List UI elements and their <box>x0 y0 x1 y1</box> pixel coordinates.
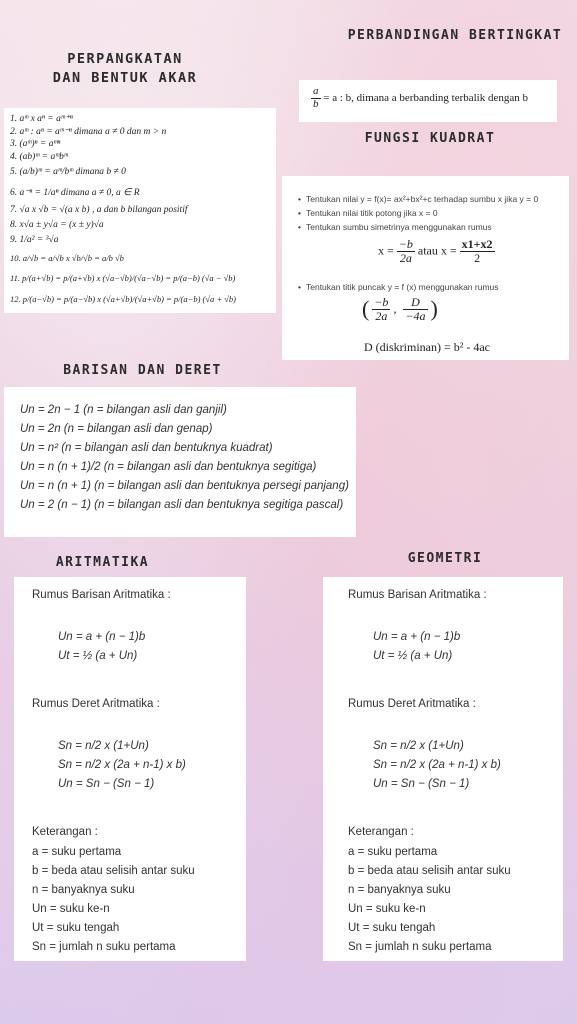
aritmatika-ket-1: a = suku pertama <box>32 846 122 858</box>
sumbu-simetri-formula <box>378 238 495 264</box>
aritmatika-ut: Ut = ½ (a + Un) <box>58 650 138 662</box>
aritmatika-ket-5: Ut = suku tengah <box>32 922 120 934</box>
aritmatika-sn1: Sn = n/2 x (1+Un) <box>58 740 149 752</box>
perbandingan-panel <box>299 80 557 122</box>
titik-puncak-formula <box>362 296 438 322</box>
fungsi-bullet-puncak: • Tentukan titik puncak y = f (x) menggunakan rumus <box>298 282 499 292</box>
geometri-ket-6: Sn = jumlah n suku pertama <box>348 941 492 953</box>
aritmatika-ket-2: b = beda atau selisih antar suku <box>32 865 195 877</box>
perbandingan-fraction <box>311 86 321 110</box>
puncak-frac-1-den: 2a <box>375 308 388 323</box>
fungsi-kuadrat-panel <box>282 176 569 360</box>
heading-perbandingan-bertingkat: PERBANDINGAN BERTINGKAT <box>347 28 563 43</box>
puncak-close-paren: ) <box>430 296 438 322</box>
perbandingan-numerator: a <box>313 85 319 97</box>
aritmatika-un: Un = a + (n − 1)b <box>58 631 146 643</box>
geometri-un2: Un = Sn − (Sn − 1) <box>373 778 470 790</box>
sumbu-frac-1-den: 2a <box>399 250 412 265</box>
geometri-rumus-deret: Rumus Deret Aritmatika : <box>348 698 476 710</box>
aritmatika-rumus-deret: Rumus Deret Aritmatika : <box>32 698 160 710</box>
diskriminan-formula: D (diskriminan) = b² - 4ac <box>364 340 490 354</box>
perpangkatan-rule: 2. aᵐ : aⁿ = aᵐ⁻ⁿ dimana a ≠ 0 dan m > n <box>10 127 167 137</box>
aritmatika-ket-4: Un = suku ke-n <box>32 903 110 915</box>
perpangkatan-panel <box>4 108 276 313</box>
puncak-frac-2-num: D <box>403 296 427 310</box>
perbandingan-denominator: b <box>313 97 319 110</box>
puncak-frac-2 <box>403 296 427 322</box>
geometri-sn2: Sn = n/2 x (2a + n-1) x b) <box>373 759 501 771</box>
fungsi-bullet-1: • Tentukan nilai y = f(x)= ax²+bx²+c terhadap sumbu x jika y = 0 <box>298 194 538 204</box>
perpangkatan-rule: 5. (a/b)ᵐ = aᵐ/bᵐ dimana b ≠ 0 <box>10 167 126 177</box>
barisan-row-4: Un = n (n + 1)/2 (n = bilangan asli dan bentuknya segitiga) <box>20 461 317 473</box>
geometri-ket-3: n = banyaknya suku <box>348 884 451 896</box>
fungsi-bullet-2: • Tentukan nilai titik potong jika x = 0 <box>298 208 438 218</box>
sumbu-frac-2 <box>460 238 495 264</box>
heading-geometri: GEOMETRI <box>407 551 483 566</box>
puncak-frac-2-den: −4a <box>405 308 426 323</box>
heading-fungsi-kuadrat: FUNGSI KUADRAT <box>364 131 496 146</box>
heading-perpangkatan-line1: PERPANGKATAN <box>67 51 183 67</box>
perpangkatan-rule: 1. aᵐ x aⁿ = aᵐ⁺ⁿ <box>10 114 73 124</box>
aritmatika-keterangan: Keterangan : <box>32 826 98 838</box>
geometri-rumus-barisan: Rumus Barisan Aritmatika : <box>348 589 487 601</box>
barisan-row-1: Un = 2n − 1 (n = bilangan asli dan ganjil) <box>20 404 227 416</box>
puncak-open-paren: ( <box>362 296 370 322</box>
perpangkatan-rule: 12. p/(a−√b) = p/(a−√b) x (√a+√b)/(√a+√b) = p/(a−b) (√a + √b) <box>10 294 237 304</box>
perbandingan-text: = a : b, dimana a berbanding terbalik dengan b <box>323 92 528 105</box>
perpangkatan-rule: 8. x√a ± y√a = (x ± y)√a <box>10 220 104 230</box>
barisan-row-3: Un = n² (n = bilangan asli dan bentuknya kuadrat) <box>20 442 273 454</box>
sumbu-frac-2-den: 2 <box>474 250 481 265</box>
sumbu-atau: atau x = <box>417 243 457 258</box>
perbandingan-formula <box>311 86 528 110</box>
geometri-ut: Ut = ½ (a + Un) <box>373 650 453 662</box>
barisan-row-6: Un = 2 (n − 1) (n = bilangan asli dan bentuknya segitiga pascal) <box>20 499 344 511</box>
heading-aritmatika: ARITMATIKA <box>55 555 150 570</box>
sumbu-x-eq: x = <box>378 243 394 258</box>
puncak-frac-1-num: −b <box>374 295 389 309</box>
aritmatika-un2: Un = Sn − (Sn − 1) <box>58 778 155 790</box>
perpangkatan-rule: 10. a/√b = a/√b x √b/√b = a/b √b <box>10 253 124 263</box>
sumbu-frac-1-num: −b <box>398 237 413 251</box>
geometri-sn1: Sn = n/2 x (1+Un) <box>373 740 464 752</box>
geometri-keterangan: Keterangan : <box>348 826 414 838</box>
sumbu-frac-1 <box>397 238 415 264</box>
aritmatika-rumus-barisan: Rumus Barisan Aritmatika : <box>32 589 171 601</box>
aritmatika-ket-6: Sn = jumlah n suku pertama <box>32 941 176 953</box>
aritmatika-card <box>14 577 246 961</box>
geometri-un: Un = a + (n − 1)b <box>373 631 461 643</box>
heading-perpangkatan-line2: DAN BENTUK AKAR <box>52 70 198 86</box>
aritmatika-ket-3: n = banyaknya suku <box>32 884 135 896</box>
geometri-ket-1: a = suku pertama <box>348 846 438 858</box>
barisan-row-2: Un = 2n (n = bilangan asli dan genap) <box>20 423 213 435</box>
perpangkatan-rule: 7. √a x √b = √(a x b) , a dan b bilangan positif <box>10 205 188 215</box>
geometri-ket-4: Un = suku ke-n <box>348 903 426 915</box>
puncak-comma: , <box>393 301 397 316</box>
geometri-card <box>323 577 563 961</box>
perpangkatan-rule: 11. p/(a+√b) = p/(a+√b) x (√a−√b)/(√a−√b) = p/(a−b) (√a − √b) <box>10 273 236 283</box>
barisan-deret-panel <box>4 387 356 537</box>
puncak-frac-1 <box>372 296 390 322</box>
perpangkatan-rule: 3. (aᵐ)ⁿ = aᵐⁿ <box>10 139 61 149</box>
aritmatika-sn2: Sn = n/2 x (2a + n-1) x b) <box>58 759 186 771</box>
fungsi-bullet-3: • Tentukan sumbu simetrinya menggunakan rumus <box>298 222 492 232</box>
perpangkatan-rule: 9. 1/a² = ³√a <box>10 235 59 245</box>
perpangkatan-rule: 6. a⁻ⁿ = 1/aⁿ dimana a ≠ 0, a ∈ R <box>10 188 140 198</box>
sumbu-frac-2-num: x1+x2 <box>461 237 493 251</box>
heading-perpangkatan <box>30 50 220 88</box>
geometri-ket-5: Ut = suku tengah <box>348 922 436 934</box>
perpangkatan-rule: 4. (ab)ᵐ = aᵐbᵐ <box>10 152 68 162</box>
barisan-row-5: Un = n (n + 1) (n = bilangan asli dan bentuknya persegi panjang) <box>20 480 349 492</box>
heading-barisan-dan-deret: BARISAN DAN DERET <box>63 363 222 378</box>
geometri-ket-2: b = beda atau selisih antar suku <box>348 865 511 877</box>
